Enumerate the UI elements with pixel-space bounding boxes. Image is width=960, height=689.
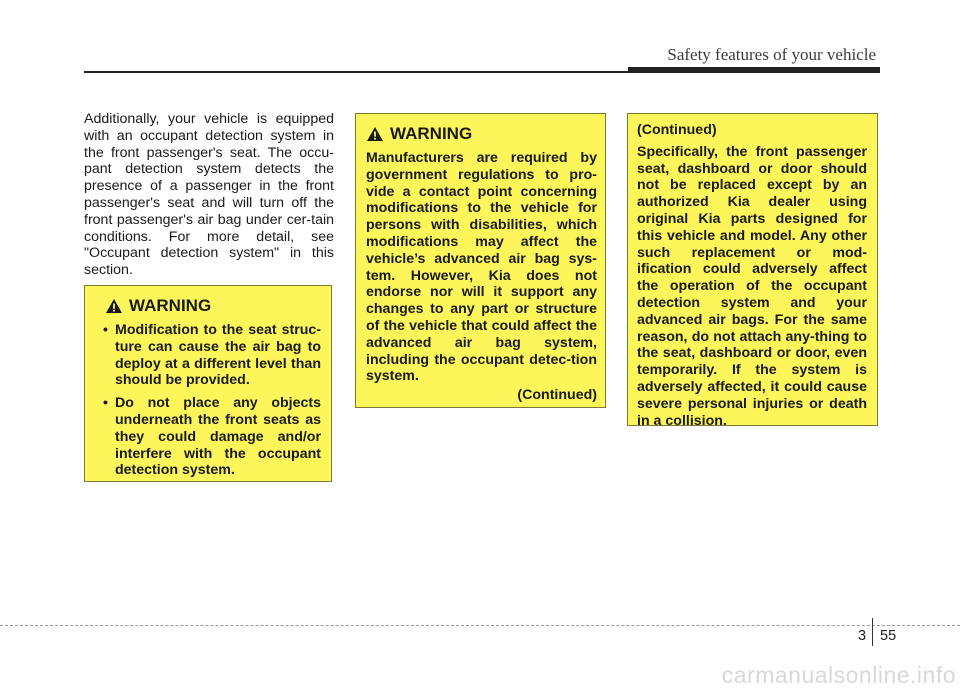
warning-bullet-list <box>103 322 321 479</box>
warning-triangle-icon <box>105 298 123 314</box>
watermark: carmanualsonline.info <box>721 662 956 688</box>
warning-text: Manufacturers are required by government regulations to pro-vide a contact point concerning modifications to the vehicle for persons with disabilities, which modifications may affect the vehicle’s advanced air bag sys-tem. However, Kia does not endorse nor will it support any changes to any part or structure of the vehicle that could affect the advanced air bag system, including the occupant detec-tion system. <box>366 150 597 385</box>
continued-heading: (Continued) <box>637 122 717 138</box>
warning-box-seat-modification <box>84 285 332 482</box>
warning-header <box>366 124 597 144</box>
page-number-divider <box>872 618 873 646</box>
warning-title: WARNING <box>390 124 473 143</box>
warning-box-manufacturers <box>355 113 606 408</box>
warning-title: WARNING <box>129 296 212 315</box>
header-rule-accent <box>628 67 880 72</box>
warning-bullet: • Modification to the seat struc-ture can cause the air bag to deploy at a different level than should be provided. <box>103 322 321 389</box>
warning-box-continued <box>627 113 878 429</box>
warning-bullet: • Do not place any objects underneath the front seats as they could damage and/or interfere with the occupant detection system. <box>103 395 321 479</box>
warning-triangle-icon <box>366 126 384 142</box>
warning-text: Specifically, the front passenger seat, dashboard or door should not be replaced except by an authorized Kia dealer using original Kia parts designed for this vehicle and model. Any other such replacement or mod-ification could adversely affect the operation of the occupant detection system and your advanced air bags. For the same reason, do not attach any-thing to the seat, dashboard or door, even temporarily. If the system is adversely affected, it could cause severe personal injuries or death in a collision. <box>637 143 867 429</box>
warning-header <box>105 296 321 316</box>
intro-paragraph: Additionally, your vehicle is equipped with an occupant detection system in the front passenger's seat. The occu-pant detection system detects the presence of a passenger in the front passenger's seat and will turn off the front passenger's air bag under cer-tain conditions. For more detail, see "Occupant detection system" in this section. <box>84 111 334 279</box>
section-number: 3 <box>858 628 867 644</box>
page-header-title: Safety features of your vehicle <box>667 45 876 64</box>
footer-rule <box>0 625 960 626</box>
continued-label: (Continued) <box>517 387 597 404</box>
page-number: 55 <box>880 628 897 644</box>
